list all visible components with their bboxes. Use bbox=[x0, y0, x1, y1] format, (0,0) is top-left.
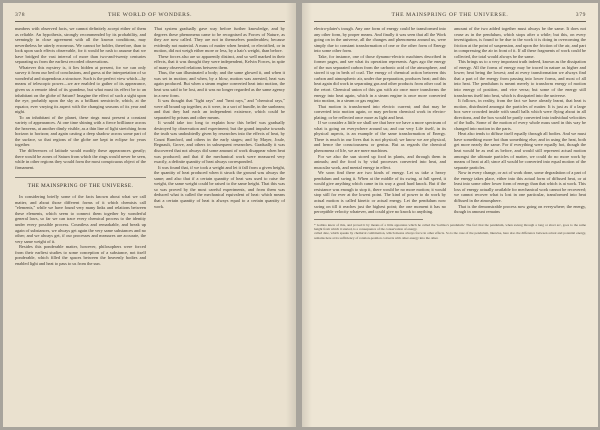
paragraph: It would take too long to explain how this belief was gradually destroyed by observation and experiment; but the grand impulse towards the truth was undoubtedly given by researches into the effects of heat, by Count Rumford, and others in the early stages; and by Mayer, Joule, Regnault, Grove, and others in subsequent researches. Gradually it was discovered that not always did some amount of work disappear when heat was produced; and that if the mechanical work were measured very exactly, a definite quantity of heat always corresponded. bbox=[154, 120, 285, 165]
column-right bbox=[454, 26, 586, 215]
right-page bbox=[302, 3, 598, 427]
section-divider bbox=[15, 177, 146, 178]
paragraph: That is the demonstrable process now going on everywhere; the energy, though in amount remains bbox=[454, 203, 586, 215]
paragraph: If we consider a little we shall see that here we have a more spectrum of what is going on everywhere around us; and our very Life itself, in its physical aspects, is an example of the same transformation of Energy. There is much in our lives that is not physical; we know we are physical, and hence the consciousness or genius. But as regards the chemical phenomena of life, we are mere machines. bbox=[314, 120, 446, 154]
column-left bbox=[15, 26, 146, 266]
paragraph: To an inhabitant of the planet, these rings must present a constant variety of appearances. At one time shining with a fierce brilliance across the heavens, at another dimly visible, as a thin line of light stretching from horizon to horizon; and again casting a deep shadow across some part of the surface, so that regions of the globe are kept in eclipse for years together. bbox=[15, 114, 146, 148]
footnote-text: called date, which speaks by chemical combination, which means always force in other effects. So is the case of the pendulum, likewise, here also the difference between actual and potential energy, remains here at its sufficiency of rotation-position converts with other energy into the other. bbox=[314, 231, 586, 240]
footnotes bbox=[314, 223, 586, 241]
paragraph: Whatever this mystery is, it lies hidden at present, for we can only survey it from our bed of conclusions, and guess at the interpretation of so wonderful and stupendous a structure. Such is the perfect view which—by means of telescopic power—we are enabled to gather of its appearance, given us a remote ideal of its grandeur, but what must its effect be to an inhabitant on the globe of Saturn? Imagine the effect of such a sight upon the eye, probably upon the sky as a brilliant semicircle, which, at the equator, ever varying its aspect with the changing seasons of its year and night. bbox=[15, 64, 146, 115]
page-number: 379 bbox=[575, 12, 586, 18]
text-columns bbox=[314, 26, 586, 215]
paragraph: We soon find there are two kinds of energy. Let us take a heavy pendulum and swing it. When at the middle of its swing, at full speed, it would give anything which came in its way a good hard knock. But if the resistance was enough to stop it, there would be no more motion; it would stop still for ever at the lowest point. The kind of power to do work by actual motion is called kinetic or actual energy. Let the pendulum now swing on till it reaches just the highest point; the one moment it has no perceptible velocity whatever, and could give no knock to anything. bbox=[314, 170, 446, 215]
section-heading: THE MAINSPRING OF THE UNIVERSE. bbox=[27, 183, 134, 190]
paragraph: electro-plater's trough. Any one form of energy could be transformed into any other form, by proper means. And finally it was seen that all the Work going on in the universe, all the changes and phenomena around us, were simply due to constant transformation of one or the other form of Energy into some other form. bbox=[314, 26, 446, 54]
paragraph: These forces also are so apparently distinct, and so well marked in their effects, that it was thought they were independent, Kelvin Forces, in spite of many observed relations between them. bbox=[154, 53, 285, 70]
column-left bbox=[314, 26, 446, 215]
paragraph: The differences of latitude would modify these appearances greatly; there would be zones of Saturn from which the rings would never be seen, while in other regions they would form the most conspicuous object of the firmament. bbox=[15, 148, 146, 170]
page-gutter-shadow bbox=[302, 3, 312, 427]
paragraph: Heat also tends to diffuse itself equally through all bodies. And we must have something more hot than something else; and in using the heat, both get more nearly the same. For if everything were equally hot, though the heat would be as real as before, and would still represent actual motion amongst the ultimate particles of matter, we could do no more work by means of heat at all; since all would be converted into equal motion of the separate particles. bbox=[454, 131, 586, 170]
page-gutter-shadow bbox=[286, 3, 296, 427]
paragraph: amount of the two added together must always be the same. It does not cease as in the pendulum, which stops after a while; but this, on every investigation, is found to be due to the work it is doing in overcoming the friction at the point of suspension, and upon the friction of the air, and part in compressing the air in front of it. If all these fragments of work could be collected, the total would always be the same. bbox=[454, 26, 586, 59]
running-title: THE MAINSPRING OF THE UNIVERSE. bbox=[391, 12, 509, 18]
paragraph: That motion is transformed into electric current; and that may be converted into motion again, or may perform chemical work in electro-plating; or be reflected once more as light and heat. bbox=[314, 103, 446, 120]
paragraph: Now in every change, or act of work done, some degradation of a part of the energy takes place, either into this actual form of diffused heat, or at least into some other lower form of energy than that which is at work. This loss of energy actually available for mechanical work cannot be recovered; we cannot recover what is lost in one particular, transformed into heat diffused in the atmosphere. bbox=[454, 170, 586, 203]
running-head bbox=[314, 12, 586, 18]
left-page bbox=[3, 3, 296, 427]
text-columns bbox=[15, 26, 285, 266]
running-title: THE WORLD OF WONDERS. bbox=[108, 12, 193, 18]
paragraph: Take, for instance, one of those dynamo-electric machines described in former pages, and see what its operation represents. Ages ago the energy of the sun separated carbon from the carbonic acid of the atmosphere, and stored it up in beds of coal. The energy of chemical action between this carbon and atmospheric air, under due preparation, produces heat; and this heat again did work in separating gas and other products from other coal in the retort. Chemical union of this gas with air once more transforms the energy into heat again, which in a steam engine is once more converted into motion, in a steam or gas engine. bbox=[314, 53, 446, 104]
paragraph: In considering briefly some of the facts known about what we call matter, and about those different forms of it which chemists call "elements," while we have found very many links and relations between these elements, which seem to connect them together by wonderful general laws, so far we can trace every chemical process to the identity under every possible process. Countless and remarkable, and break up again of substances, we always get again the very same substances and no other; and we always get, if our processes and measures are accurate, the very same weight of it. bbox=[15, 194, 146, 244]
footnote-divider bbox=[314, 219, 423, 220]
footnote-text: * Galileo knew of this, and proved it by means of a little apparatus which he called the 'Galileo's pendulum.' The fact that the pendulum, when swung through a long or short arc, goes to the same height from which it started, is a consequence of the conservation of energy. bbox=[314, 222, 586, 231]
paragraph: Thus, the sun illuminated a body; and the same glowed it, and when it was set in motion; and when, by a blow, motion was arrested, heat was again produced. But when a steam engine converted heat into motion, the heat was said to be lost, and it was no longer regarded as the same agency in a new form. bbox=[154, 70, 285, 98]
paragraph: This brings us to a very important truth indeed, known as the dissipation of energy. All the forms of energy may be traced in nature as higher and lower; heat being the lowest; and at every transformation we always find that a part of the energy from passing into lower forms, and most of all into heat. The pendulum is meant merely to transform energy of motion into energy of position, and vice versa; but some of the energy still transforms itself into heat, which is dissipated into the universe. bbox=[454, 59, 586, 98]
paragraph: That system gradually gave way before further knowledge, and by degrees these phenomena came to be recognised as Forces of Nature, as they are now called. They are not in themselves ponderables; because evidently not material. A mass of matter when heated, or electrified, or in motion, did not weigh either more or less, by a hair's weight, than before. bbox=[154, 26, 285, 54]
paragraph: For we also the sun stored up food in plants, and through them in animals; and the food is by vital processes converted into heat, and muscular work, and mental energy in effect. bbox=[314, 153, 446, 170]
column-right bbox=[154, 26, 285, 266]
paragraph: numbers with observed facts, we cannot definitely accept either of them as reliable. An hypothesis, strongly recommended by its probability, and seemingly in close agreement with all the known conditions, may nevertheless be utterly erroneous. We cannot be bolder, therefore, than to look upon such effects observable, for it would be rash to assume that we have bridged the vast interval of more than two-and-twenty centuries separating us from the earliest recorded observations. bbox=[15, 26, 146, 65]
paragraph: It was thought that "light rays" and "heat rays," and "chemical rays," were all bound up together, as it were, in a sort of bundle, in the sunbeam; and that they had each an independent existence, which could be separated by prisms and other means. bbox=[154, 98, 285, 120]
paragraph: Besides this ponderable matter, however, philosophers were forced from their earliest studies to some conception of a substance, not itself ponderable, which filled the spaces between the heavenly bodies and enabled light and heat to pass to us from the sun. bbox=[15, 244, 146, 266]
page-number: 378 bbox=[15, 12, 26, 18]
running-head bbox=[15, 12, 285, 18]
paragraph: It follows, in reality, from the fact we have already learnt, that heat is motion, distributed amongst the particles of matter. It is just as if a large box were crowded inside with small balls which were flying about in all directions, and the box would be partly converted into individual velocities of the balls. Some of the motion of every whole mass used in this way be changed into motion in the parts. bbox=[454, 98, 586, 131]
header-rule bbox=[314, 21, 586, 22]
paragraph: It was found that, if we took a weight and let it fall from a given height, the quantity of heat produced when it struck the ground was always the same; and also that if a certain quantity of heat was used to raise the weight, the same weight could be raised to the same height. That this was so was proved by the most careful experiments, and from them was deduced what is called the mechanical equivalent of heat: which means that a certain quantity of heat is always equal to a certain quantity of work. bbox=[154, 164, 285, 209]
header-rule bbox=[15, 21, 285, 22]
